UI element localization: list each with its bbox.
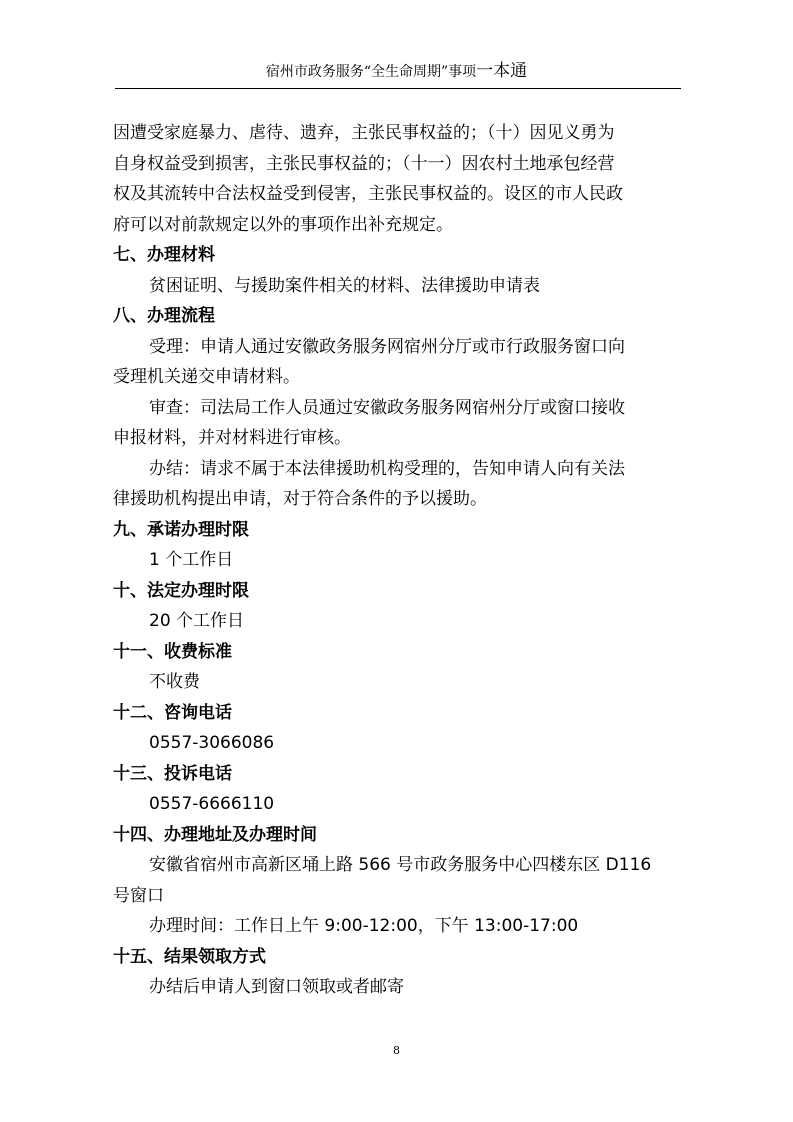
document-body — [113, 118, 688, 1003]
text-line: 办结：请求不属于本法律援助机构受理的，告知申请人向有关法 — [149, 458, 625, 479]
text-line: 贫困证明、与援助案件相关的材料、法律援助申请表 — [149, 275, 540, 296]
header-title-tail: 一本通 — [476, 61, 528, 81]
section-heading: 十五、结果领取方式 — [113, 946, 266, 967]
section-heading: 十四、办理地址及办理时间 — [113, 824, 317, 845]
text-line: 不收费 — [149, 672, 200, 692]
page-header — [0, 61, 793, 82]
text-line: 申报材料，并对材料进行审核。 — [113, 428, 351, 448]
text-line: 自身权益受到损害，主张民事权益的；（十一）因农村土地承包经营 — [113, 153, 615, 174]
section-heading: 十二、咨询电话 — [113, 702, 232, 723]
header-title: 宿州市政务服务“全生命周期”事项 — [265, 64, 477, 80]
page-number: 8 — [393, 1044, 400, 1057]
text-line: 受理：申请人通过安徽政务服务网宿州分厅或市行政服务窗口向 — [149, 336, 625, 357]
section-heading: 九、承诺办理时限 — [113, 519, 249, 540]
header-divider — [115, 88, 681, 89]
text-line: 律援助机构提出申请，对于符合条件的予以援助。 — [113, 489, 487, 509]
section-heading: 十三、投诉电话 — [113, 763, 232, 784]
text-line: 号窗口 — [113, 885, 164, 906]
section-heading: 十一、收费标准 — [113, 641, 232, 662]
text-line: 20 个工作日 — [149, 611, 245, 631]
text-line: 因遭受家庭暴力、虐待、遗弃，主张民事权益的；（十）因见义勇为 — [113, 123, 615, 143]
text-line: 1 个工作日 — [149, 550, 234, 570]
text-line: 审查：司法局工作人员通过安徽政务服务网宿州分厅或窗口接收 — [149, 397, 625, 418]
section-heading: 十、法定办理时限 — [113, 580, 249, 601]
text-line: 受理机关递交申请材料。 — [113, 367, 300, 387]
text-line: 办理时间：工作日上午 9:00-12:00，下午 13:00-17:00 — [149, 916, 579, 936]
text-line: 办结后申请人到窗口领取或者邮寄 — [149, 977, 404, 997]
text-line: 权及其流转中合法权益受到侵害，主张民事权益的。设区的市人民政 — [113, 184, 623, 204]
text-line: 安徽省宿州市高新区埇上路 566 号市政务服务中心四楼东区 D116 — [149, 855, 652, 875]
section-heading: 七、办理材料 — [113, 245, 215, 265]
text-line: 0557-3066086 — [149, 733, 275, 753]
text-line: 0557-6666110 — [149, 794, 275, 814]
text-line: 府可以对前款规定以外的事项作出补充规定。 — [113, 214, 453, 235]
section-heading: 八、办理流程 — [113, 306, 215, 326]
